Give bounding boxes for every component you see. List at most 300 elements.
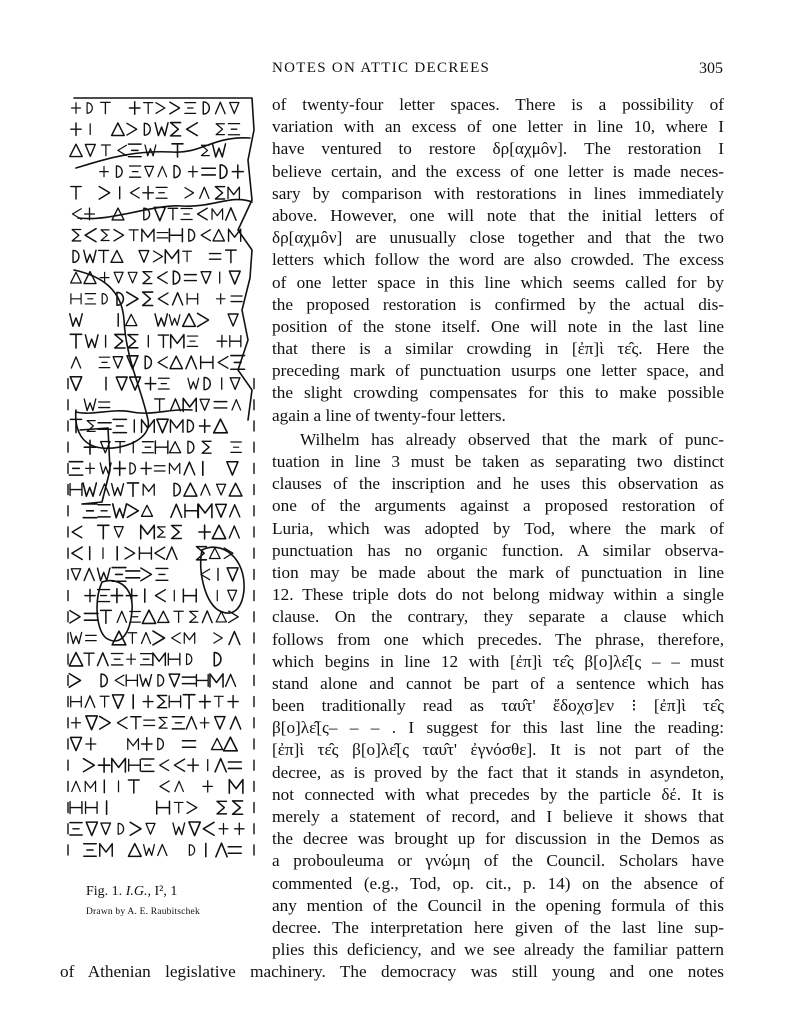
inscription-letter [145, 166, 154, 176]
inscription-letter [188, 759, 199, 772]
inscription-letter [172, 144, 183, 157]
inscription-letter [142, 442, 153, 453]
inscription-letter [216, 102, 226, 114]
inscription-letter [230, 102, 239, 113]
inscription-letter [228, 314, 238, 326]
inscription-letter [69, 652, 82, 665]
inscription-letter [111, 250, 123, 262]
inscription-letter [174, 483, 180, 496]
inscription-letter [127, 483, 138, 496]
inscription-letter [72, 230, 81, 241]
inscription-letter [145, 377, 156, 390]
inscription-letter [203, 781, 212, 792]
inscription-letter [113, 419, 126, 432]
inscription-letter [173, 271, 179, 284]
inscription-letter [182, 677, 195, 684]
inscription-letter [212, 738, 223, 749]
text-line: any mention of the Council in the opening formula of this [272, 895, 724, 915]
inscription-letter [217, 484, 226, 495]
line-edge-marks [68, 527, 254, 537]
text-line: variation with an excess of one letter in line 10, where I [272, 117, 724, 137]
line-edge-marks [68, 463, 254, 473]
inscription-letter [100, 716, 111, 729]
inscription-letter [220, 165, 227, 178]
text-line: decree, as is proved by the fact that it stands in asyndeton, [272, 762, 724, 782]
inscription-letter [86, 635, 97, 640]
inscription-letter [172, 633, 181, 643]
inscription-letter [184, 633, 194, 643]
inscription-letter [229, 526, 239, 538]
inscription-letter [143, 187, 154, 200]
inscription-letter [224, 737, 238, 751]
inscription-letter [189, 845, 194, 856]
inscription-letter [141, 568, 152, 581]
inscription-letter [70, 802, 82, 814]
inscription-letter [83, 483, 96, 496]
inscription-letter [129, 230, 138, 241]
inscription-letter [185, 188, 194, 198]
inscription-letter [98, 758, 109, 772]
inscription-letters [68, 102, 254, 857]
inscription-letter [117, 611, 126, 622]
text-line: position of the stone itself. One will note in the last line [272, 316, 724, 336]
inscription-letter [153, 653, 165, 665]
inscription-letter [174, 166, 180, 178]
text-line-final: of Athenian legislative machinery. The democracy was still young and one notes [60, 962, 724, 982]
inscription-letter [212, 144, 225, 157]
inscription-letter [126, 314, 137, 325]
inscription-letter [131, 188, 140, 198]
inscription-letter [214, 653, 221, 666]
text-line: plies this deficiency, and we see already the familiar pattern [272, 940, 724, 960]
inscription-letter [174, 802, 183, 812]
inscription-letter [127, 292, 138, 306]
inscription-letter [127, 123, 137, 135]
inscription-letter [128, 780, 139, 793]
inscription-letter [112, 758, 126, 772]
inscription-letter [187, 802, 197, 814]
text-line: which begins in line 12 with [ἐπ]ὶ τε̂ς β[ο]λε̂[ς – – must [272, 651, 724, 671]
inscription-letter [126, 571, 140, 578]
inscription-letter [71, 569, 80, 580]
line-edge-marks [68, 633, 254, 643]
inscription-letter [85, 229, 96, 242]
inscription-letter [127, 504, 138, 517]
inscription-letter [141, 505, 152, 516]
inscription-letter [169, 229, 182, 242]
inscription-letter [127, 654, 136, 664]
inscription-letter [99, 357, 109, 367]
inscription-letter [228, 187, 239, 198]
inscription-letter [232, 165, 243, 178]
inscription-letter [98, 653, 109, 666]
inscription-letter [101, 674, 107, 687]
inscription-letter [170, 442, 181, 453]
text-line: stand alone and cannot be part of a sentence which has [272, 673, 724, 693]
inscription-letter [187, 654, 192, 665]
inscription-letter [69, 462, 82, 475]
inscription-letter [227, 568, 238, 581]
inscription-letter [154, 251, 163, 262]
figure-caption: Fig. 1. I.G., I², 1 [86, 884, 178, 899]
inscription-letter [99, 250, 109, 262]
inscription-drawing-svg [62, 90, 262, 880]
inscription-letter [228, 124, 239, 135]
inscription-letter [171, 123, 181, 136]
inscription-letter [113, 695, 124, 708]
inscription-letter [155, 590, 165, 602]
inscription-letter [214, 696, 223, 707]
inscription-letter [98, 568, 110, 580]
inscription-letter [158, 293, 168, 305]
inscription-letter [158, 357, 167, 368]
inscription-letter [115, 334, 125, 348]
inscription-letter [215, 717, 225, 729]
inscription-letter [235, 823, 244, 834]
inscription-letter [154, 207, 165, 220]
inscription-letter [101, 102, 110, 113]
inscription-letter [158, 844, 167, 855]
inscription-letter [174, 759, 184, 771]
inscription-letter [85, 696, 95, 708]
inscription-letter [84, 399, 96, 411]
page-number: 305 [699, 60, 723, 77]
inscription-letter [215, 759, 226, 772]
inscription-letter [101, 823, 111, 835]
text-line: believe certain, and the excess of one letter is made neces- [272, 161, 724, 181]
inscription-letter [173, 823, 185, 835]
running-title: NOTES ON ATTIC DECREES [272, 60, 491, 76]
inscription-letter [143, 484, 154, 495]
inscription-letter [84, 844, 96, 856]
inscription-letter [101, 145, 110, 156]
inscription-letter [112, 654, 123, 665]
inscription-letter [86, 463, 95, 474]
text-line: of twenty-four letter spaces. There is a possibility of [272, 95, 724, 114]
inscription-letter [141, 525, 155, 539]
inscription-letter [188, 378, 199, 389]
text-line: letters which follow the word are also crowded. The excess [272, 250, 724, 270]
inscription-letter [158, 166, 167, 176]
inscription-letter [114, 272, 123, 283]
inscription-letter [228, 590, 237, 601]
inscription-letter [165, 250, 178, 263]
inscription-letter [203, 822, 214, 835]
inscription-letter [85, 335, 98, 348]
inscription-letter [158, 378, 169, 389]
inscription-letter [231, 296, 242, 302]
inscription-letter [175, 781, 184, 791]
inscription-letter [157, 233, 168, 238]
inscription-letter [142, 759, 154, 771]
inscription-letter [118, 823, 123, 834]
text-line: follows from one which precedes. The phrase, therefore, [272, 629, 724, 649]
text-line: clauses of the inscription and he uses this observation as [272, 474, 724, 494]
text-line: the slight crowding compensates for this to make possible [272, 383, 724, 403]
inscription-letter [128, 633, 137, 643]
inscription-letter [231, 442, 241, 452]
inscription-letter [99, 402, 110, 408]
inscription-letter [202, 611, 212, 623]
inscription-letter [183, 589, 196, 602]
inscription-letter [200, 718, 209, 728]
inscription-letter [144, 720, 155, 725]
inscription-letter [188, 420, 194, 432]
inscription-letter [214, 633, 223, 643]
text-line: not connected with what precedes by the particle δέ. It is [272, 784, 724, 804]
inscription-letter [184, 275, 196, 281]
inscription-letter [199, 420, 210, 433]
inscription-letter [209, 254, 220, 260]
text-line: a probouleuma or γνώμη of the Council. Scholars have [272, 851, 724, 871]
inscription-letter [187, 294, 198, 305]
inscription-letter [233, 801, 243, 814]
stone-outline [74, 98, 254, 420]
inscription-letter [87, 103, 92, 113]
inscription-letter [141, 633, 150, 644]
inscription-letter [84, 250, 96, 262]
inscription-letter [112, 631, 126, 645]
inscription-letter [99, 187, 110, 200]
inscription-letter [85, 144, 95, 156]
inscription-letter [230, 336, 241, 347]
inscription-letter [188, 166, 197, 177]
inscription-letter [83, 504, 97, 518]
text-line: decree. The interpretation here given of the last line sup- [272, 917, 724, 937]
inscription-letter [181, 208, 192, 219]
inscription-letter [226, 208, 236, 220]
inscription-letter [72, 781, 81, 791]
fragment-inset [201, 547, 244, 613]
inscription-letter [70, 484, 82, 496]
inscription-letter [174, 611, 183, 622]
inscription-letter [131, 717, 141, 729]
inscription-letter [168, 208, 178, 219]
inscription-letter [98, 505, 110, 517]
inscription-letter [202, 168, 215, 175]
inscription-letter [146, 823, 155, 834]
inscription-letter [71, 737, 82, 750]
inscription-letter [143, 292, 153, 305]
inscription-letter [158, 611, 169, 622]
text-line: 12. These triple dots do not belong midway within a single [272, 585, 724, 605]
inscription-letter [171, 335, 184, 348]
inscription-letter [158, 738, 164, 749]
inscription-letter [158, 272, 168, 284]
inscription-letter [139, 547, 151, 559]
inscription-letter [172, 717, 184, 729]
inscription-letter [217, 801, 226, 814]
text-line: of one letter space in this line which seems called for by [272, 272, 724, 292]
inscription-letter [114, 527, 123, 538]
inscription-letter [158, 527, 166, 537]
inscription-letter [112, 123, 125, 136]
inscription-letter [126, 675, 137, 686]
inscription-letter [114, 230, 124, 241]
inscription-letter [111, 589, 122, 603]
inscription-letter [140, 675, 152, 687]
inscription-letter [101, 230, 109, 241]
inscription-letter [71, 294, 81, 304]
inscription-letter [72, 717, 81, 728]
inscription-letter [100, 167, 109, 177]
inscription-letter [158, 335, 168, 347]
text-line: [ἐπ]ὶ τε̂ς β[ο]λε̂[ς ταυ̂τ' ἐγνόσθε]. It is not part of the [272, 740, 724, 760]
inscription-letter [125, 547, 135, 559]
inscription-letter [204, 377, 210, 389]
inscription-letter [187, 123, 198, 136]
inscription-letter [216, 504, 227, 517]
inscription-letter [143, 696, 153, 708]
inscription-letter [71, 357, 80, 368]
line-edge-marks [68, 506, 254, 516]
inscription-letter [112, 484, 124, 496]
inscription-letter [160, 760, 169, 771]
inscription-letter [112, 568, 126, 582]
inscription-letter [169, 315, 180, 326]
inscription-letter [201, 230, 210, 241]
inscription-letter [189, 229, 195, 241]
inscription-letter [118, 145, 127, 155]
inscription-letter [183, 314, 196, 327]
inscription-letter [84, 613, 98, 620]
text-line: that there is a similar crowding in [ἐπ]ὶ τε̂ς. Here the [272, 339, 724, 359]
inscription-letter [128, 739, 139, 750]
inscription-letter [167, 547, 177, 559]
inscription-letter [230, 505, 240, 517]
inscription-letter [141, 462, 151, 474]
inscription-letter [70, 334, 81, 348]
inscription-letter [232, 400, 241, 410]
inscription-letter [168, 653, 180, 665]
text-line: Wilhelm has already observed that the mark of punc- [300, 429, 724, 449]
inscription-letter [117, 717, 127, 729]
text-line: one of the arguments against a proposed restoration of [272, 496, 724, 516]
inscription-letter [229, 780, 243, 794]
inscription-letter [201, 356, 213, 368]
inscription-letter [198, 208, 208, 220]
inscription-letter [71, 272, 82, 283]
inscription-letter [102, 294, 107, 304]
text-line: Luria, which was adopted by Tod, where the mark of [272, 518, 724, 538]
inscription-letter [197, 313, 208, 326]
inscription-letter [70, 144, 82, 156]
inscription-letter [72, 103, 81, 114]
inscription-letter [114, 462, 125, 476]
text-line: tion may be made about the mark of punctuation in line [272, 562, 724, 582]
inscription-letter [100, 696, 109, 707]
inscription-letter [85, 294, 95, 304]
inscription-letter [83, 759, 94, 772]
inscription-letter [229, 632, 240, 645]
inscription-letter [216, 124, 224, 135]
inscription-letter [183, 695, 194, 709]
inscription-letter [170, 356, 182, 368]
inscription-letter [160, 781, 169, 792]
inscription-letter [98, 525, 109, 538]
inscription-letter [189, 822, 200, 836]
inscription-letter [229, 271, 240, 284]
text-line: commented (e.g., Tod, op. cit., p. 14) on the absence of [272, 873, 724, 893]
inscription-letter [229, 483, 242, 496]
text-line: preceding mark of punctuation usurps one letter space, and [272, 361, 724, 381]
inscription-letter [144, 103, 153, 114]
inscription-letter [187, 336, 197, 346]
inscription-letter [169, 674, 180, 687]
inscription-letter [201, 272, 211, 284]
inscription-letter [130, 822, 141, 835]
inscription-letter [85, 781, 95, 791]
text-line: the decree was brought up for discussion in the Demos as [272, 829, 724, 849]
inscription-letter [128, 844, 141, 857]
inscription-letter [186, 717, 196, 729]
inscription-letter [212, 525, 225, 538]
inscription-letter [198, 504, 212, 518]
inscription-letter [200, 399, 209, 410]
inscription-letter [141, 654, 152, 665]
inscription-letter [128, 272, 137, 283]
inscription-letter [201, 484, 210, 495]
inscription-letter [216, 843, 227, 857]
inscription-letter [145, 145, 156, 156]
inscription-letter [155, 399, 165, 411]
inscription-letter [214, 419, 228, 433]
inscription-letter [158, 675, 164, 686]
text-line: β[ο]λε̂[ς– – – . I suggest for this last line the reading: [272, 718, 724, 738]
inscription-letter [155, 123, 168, 136]
inscription-letter [113, 504, 127, 518]
inscription-letter [202, 441, 211, 453]
inscription-letter [154, 466, 165, 471]
inscription-letter [70, 377, 81, 391]
inscription-letter [69, 674, 80, 688]
inscription-letter [142, 229, 154, 241]
inscription-letter [186, 356, 197, 369]
inscription-letter [196, 675, 208, 687]
text-line: tuation in line 3 must be taken as separating two distinct [272, 452, 724, 471]
inscription-letter [213, 230, 224, 241]
inscription-letter [214, 402, 227, 408]
text-line: punctuation has no organic function. A similar observa- [272, 540, 724, 560]
text-line: again a line of twenty-four letters. [272, 405, 506, 425]
inscription-letter [230, 717, 240, 729]
inscription-letter [71, 696, 82, 707]
text-line: been traditionally read as ταυ̂τ' ἔδοχσ]εν ⁝ [ἐπ]ὶ τε̂ς [272, 696, 724, 716]
inscription-letter [184, 462, 195, 475]
inscription-letter [86, 716, 97, 730]
inscription-letter [157, 419, 168, 433]
inscription-letter [185, 504, 198, 517]
inscription-letter [230, 378, 240, 390]
inscription-letter [70, 823, 82, 835]
inscription-letter [100, 844, 112, 856]
inscription-letter [144, 123, 150, 135]
inscription-letter [86, 822, 97, 835]
inscription-letter [228, 696, 238, 708]
inscription-letter [101, 610, 112, 623]
inscription-letter [113, 357, 123, 368]
inscription-letter [228, 847, 241, 853]
text-line: above. However, one will note that the initial letters of [272, 205, 724, 225]
inscription-letter [188, 441, 194, 453]
inscription-letter [170, 399, 180, 411]
inscription-letter [72, 526, 82, 538]
inscription-letter [72, 547, 82, 559]
inscription-letter [153, 631, 165, 645]
inscription-letter [155, 547, 165, 559]
inscription-letter [130, 166, 141, 177]
inscription-letter [169, 463, 179, 473]
